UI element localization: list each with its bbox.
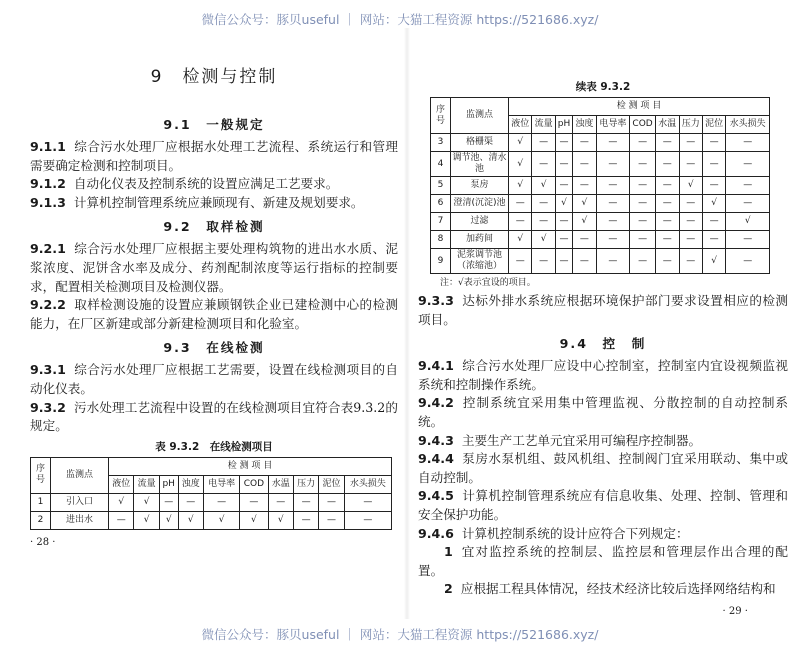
cell-value: — bbox=[573, 134, 596, 152]
cell-value: — bbox=[178, 493, 203, 511]
table-row bbox=[431, 195, 770, 213]
cell-point: 引入口 bbox=[51, 493, 109, 511]
section-heading-9-1: 9.1 一般规定 bbox=[163, 117, 265, 132]
cell-value: — bbox=[656, 134, 679, 152]
cell-value: √ bbox=[240, 511, 268, 529]
clause-number: 9.2.2 bbox=[30, 297, 66, 313]
cell-value: — bbox=[656, 249, 679, 274]
header-row bbox=[431, 98, 770, 116]
clause-text: 控制系统宜采用集中管理监视、分散控制的自动控制系统。 bbox=[418, 395, 788, 429]
cell-value: — bbox=[532, 152, 555, 177]
clause-9-2-2 bbox=[30, 296, 398, 333]
cell-value: — bbox=[630, 213, 656, 231]
clause-9-1-3 bbox=[30, 194, 398, 213]
cell-value: — bbox=[509, 249, 532, 274]
cell-no: 8 bbox=[431, 231, 451, 249]
clause-number: 9.3.2 bbox=[30, 399, 66, 415]
list-item-1 bbox=[418, 543, 788, 580]
column-header: 浊度 bbox=[573, 116, 596, 134]
cell-value: — bbox=[532, 134, 555, 152]
continued-table-caption: 续表 9.3.2 bbox=[575, 81, 631, 93]
clause-9-2-1 bbox=[30, 240, 398, 296]
clause-number: 9.2.1 bbox=[30, 241, 66, 257]
table-row bbox=[431, 152, 770, 177]
header-point: 监测点 bbox=[51, 457, 109, 493]
clause-text: 达标外排水系统应根据环境保护部门要求设置相应的检测项目。 bbox=[418, 293, 788, 327]
clause-9-4-4 bbox=[418, 450, 788, 487]
clause-text: 取样检测设施的设置应兼顾钢铁企业已建检测中心的检测能力，在厂区新建或部分新建检测项目和化验室。 bbox=[30, 297, 398, 331]
cell-value: — bbox=[240, 493, 268, 511]
clause-text: 计算机控制管理系统应有信息收集、处理、控制、管理和安全保护功能。 bbox=[418, 488, 788, 522]
cell-value: — bbox=[596, 152, 629, 177]
clause-text: 自动化仪表及控制系统的设置应满足工艺要求。 bbox=[73, 176, 339, 192]
column-header: COD bbox=[630, 116, 656, 134]
cell-value: — bbox=[344, 511, 391, 529]
cell-value: — bbox=[596, 249, 629, 274]
clause-9-3-2 bbox=[30, 399, 398, 436]
column-header: 水头损失 bbox=[726, 116, 770, 134]
clause-text: 主要生产工艺单元宜采用可编程序控制器。 bbox=[461, 432, 702, 448]
clause-text: 综合污水处理厂应根据工艺需要，设置在线检测项目的自动化仪表。 bbox=[30, 362, 398, 396]
book-spread bbox=[0, 28, 800, 619]
header-no: 序号 bbox=[431, 98, 451, 134]
list-item-2 bbox=[418, 580, 788, 599]
cell-point: 格栅渠 bbox=[451, 134, 509, 152]
clause-text: 计算机控制管理系统应兼顾现有、新建及规划要求。 bbox=[73, 194, 364, 210]
cell-value: — bbox=[726, 177, 770, 195]
column-header: 流量 bbox=[134, 475, 159, 493]
table-note: 注：√表示宜设的项目。 bbox=[440, 278, 536, 288]
cell-value: — bbox=[630, 177, 656, 195]
item-number: 1 bbox=[444, 544, 453, 560]
clause-9-4-5 bbox=[418, 487, 788, 524]
column-header: 浊度 bbox=[178, 475, 203, 493]
clause-number: 9.4.2 bbox=[418, 395, 454, 411]
page-gutter bbox=[404, 28, 410, 619]
cell-value: — bbox=[630, 249, 656, 274]
cell-point: 泵房 bbox=[451, 177, 509, 195]
cell-value: √ bbox=[573, 213, 596, 231]
cell-value: — bbox=[679, 249, 702, 274]
cell-point: 过滤 bbox=[451, 213, 509, 231]
clause-number: 9.4.6 bbox=[418, 525, 454, 541]
cell-no: 9 bbox=[431, 249, 451, 274]
cell-value: — bbox=[702, 213, 725, 231]
table-caption: 表 9.3.2 在线检测项目 bbox=[155, 440, 273, 453]
cell-no: 5 bbox=[431, 177, 451, 195]
clause-9-3-1 bbox=[30, 361, 398, 398]
cell-value: √ bbox=[532, 177, 555, 195]
clause-9-4-6 bbox=[418, 525, 788, 544]
cell-point: 泥浆调节池（浓缩池） bbox=[451, 249, 509, 274]
cell-value: √ bbox=[178, 511, 203, 529]
cell-value: — bbox=[702, 152, 725, 177]
cell-value: — bbox=[573, 177, 596, 195]
cell-value: — bbox=[702, 177, 725, 195]
section-heading-9-2: 9.2 取样检测 bbox=[163, 219, 265, 235]
cell-value: √ bbox=[134, 493, 159, 511]
column-header: 水温 bbox=[268, 475, 293, 493]
cell-value: √ bbox=[203, 511, 239, 529]
cell-value: — bbox=[726, 134, 770, 152]
cell-value: √ bbox=[159, 511, 178, 529]
table-row bbox=[431, 134, 770, 152]
clause-text: 综合污水处理厂应设中心控制室，控制室内宜设视频监视系统和控制操作系统。 bbox=[418, 358, 788, 392]
cell-value: — bbox=[702, 134, 725, 152]
cell-value: √ bbox=[268, 511, 293, 529]
header-no: 序号 bbox=[31, 457, 51, 493]
item-number: 2 bbox=[444, 581, 453, 597]
header-items: 检 测 项 目 bbox=[509, 98, 770, 116]
cell-no: 6 bbox=[431, 195, 451, 213]
cell-value: √ bbox=[702, 195, 725, 213]
cell-value: — bbox=[555, 152, 572, 177]
cell-value: √ bbox=[573, 195, 596, 213]
clause-9-1-1 bbox=[30, 138, 398, 175]
clause-text: 综合污水处理厂应根据水处理工艺流程、系统运行和管理需要确定检测和控制项目。 bbox=[30, 139, 398, 173]
cell-value: — bbox=[596, 195, 629, 213]
clause-number: 9.3.3 bbox=[418, 293, 454, 308]
cell-value: — bbox=[596, 134, 629, 152]
cell-value: — bbox=[656, 231, 679, 249]
cell-value: √ bbox=[109, 493, 134, 511]
cell-point: 加药间 bbox=[451, 231, 509, 249]
watermark-top: 微信公众号：豚贝useful ｜ 网站：大猫工程资源 https://521686.xyz/ bbox=[201, 12, 599, 27]
cell-no: 2 bbox=[31, 511, 51, 529]
cell-point: 澄清(沉淀)池 bbox=[451, 195, 509, 213]
clause-9-3-3 bbox=[418, 292, 788, 329]
column-header: COD bbox=[240, 475, 268, 493]
cell-no: 1 bbox=[31, 493, 51, 511]
table-row bbox=[31, 493, 392, 511]
cell-value: — bbox=[319, 493, 344, 511]
column-header: 电导率 bbox=[596, 116, 629, 134]
cell-value: — bbox=[726, 249, 770, 274]
cell-value: — bbox=[573, 231, 596, 249]
cell-value: — bbox=[555, 249, 572, 274]
cell-value: — bbox=[573, 249, 596, 274]
column-header: 液位 bbox=[109, 475, 134, 493]
cell-value: — bbox=[679, 231, 702, 249]
column-header: 水头损失 bbox=[344, 475, 391, 493]
cell-value: √ bbox=[509, 231, 532, 249]
cell-value: — bbox=[726, 195, 770, 213]
cell-value: — bbox=[555, 231, 572, 249]
table-row bbox=[431, 249, 770, 274]
cell-value: √ bbox=[702, 249, 725, 274]
cell-value: √ bbox=[509, 152, 532, 177]
table-row bbox=[431, 231, 770, 249]
header-items: 检 测 项 目 bbox=[109, 457, 392, 475]
cell-value: √ bbox=[555, 195, 572, 213]
clause-number: 9.4.1 bbox=[418, 358, 454, 374]
table-row bbox=[431, 213, 770, 231]
cell-value: — bbox=[509, 195, 532, 213]
cell-no: 4 bbox=[431, 152, 451, 177]
page-number: · 29 · bbox=[722, 605, 748, 617]
cell-value: — bbox=[293, 511, 318, 529]
cell-no: 3 bbox=[431, 134, 451, 152]
cell-value: — bbox=[630, 231, 656, 249]
cell-value: √ bbox=[134, 511, 159, 529]
cell-value: √ bbox=[726, 213, 770, 231]
column-header: 水温 bbox=[656, 116, 679, 134]
clause-text: 污水处理工艺流程中设置的在线检测项目宜符合表9.3.2的规定。 bbox=[30, 399, 398, 434]
clause-number: 9.4.4 bbox=[418, 451, 454, 467]
column-header: 泥位 bbox=[702, 116, 725, 134]
cell-value: √ bbox=[509, 177, 532, 195]
clause-text: 综合污水处理厂应根据主要处理构筑物的进出水水质、泥浆浓度、泥饼含水率及成分、药剂配制浓度等运行指标的控制要求，配置相关检测项目及检测仪器。 bbox=[30, 241, 398, 294]
column-header: 压力 bbox=[293, 475, 318, 493]
cell-value: — bbox=[656, 152, 679, 177]
cell-value: — bbox=[159, 493, 178, 511]
column-header: pH bbox=[555, 116, 572, 134]
cell-value: — bbox=[203, 493, 239, 511]
page-number: · 28 · bbox=[30, 536, 56, 548]
cell-value: — bbox=[679, 134, 702, 152]
cell-value: — bbox=[726, 231, 770, 249]
column-header: 压力 bbox=[679, 116, 702, 134]
clause-number: 9.4.3 bbox=[418, 432, 454, 448]
clause-9-4-3 bbox=[418, 432, 788, 451]
cell-value: — bbox=[726, 152, 770, 177]
cell-value: — bbox=[555, 213, 572, 231]
cell-value: √ bbox=[509, 134, 532, 152]
item-text: 应根据工程具体情况，经技术经济比较后选择网络结构和 bbox=[460, 581, 776, 597]
clause-number: 9.1.1 bbox=[30, 139, 66, 154]
page-28 bbox=[30, 28, 398, 619]
clause-9-4-1 bbox=[418, 357, 788, 394]
cell-value: — bbox=[344, 493, 391, 511]
cell-value: — bbox=[630, 134, 656, 152]
cell-value: — bbox=[596, 177, 629, 195]
cell-value: — bbox=[573, 152, 596, 177]
monitoring-table-part1 bbox=[30, 457, 392, 530]
cell-value: — bbox=[656, 177, 679, 195]
clause-number: 9.1.3 bbox=[30, 194, 66, 210]
cell-point: 调节池、清水池 bbox=[451, 152, 509, 177]
cell-value: — bbox=[109, 511, 134, 529]
cell-point: 进出水 bbox=[51, 511, 109, 529]
section-heading-9-4: 9.4 控 制 bbox=[559, 336, 647, 352]
cell-value: — bbox=[679, 213, 702, 231]
page-29 bbox=[418, 28, 788, 619]
cell-value: — bbox=[532, 213, 555, 231]
column-header: 流量 bbox=[532, 116, 555, 134]
cell-value: — bbox=[630, 152, 656, 177]
cell-value: — bbox=[319, 511, 344, 529]
column-header: 泥位 bbox=[319, 475, 344, 493]
item-text: 宜对监控系统的控制层、监控层和管理层作出合理的配置。 bbox=[418, 544, 788, 578]
watermark-bottom: 微信公众号：豚贝useful ｜ 网站：大猫工程资源 https://521686.xyz/ bbox=[201, 626, 599, 642]
cell-value: — bbox=[596, 213, 629, 231]
column-header: 电导率 bbox=[203, 475, 239, 493]
cell-value: — bbox=[555, 177, 572, 195]
cell-value: — bbox=[596, 231, 629, 249]
column-header: 液位 bbox=[509, 116, 532, 134]
table-row bbox=[31, 511, 392, 529]
cell-value: — bbox=[532, 249, 555, 274]
cell-value: — bbox=[630, 195, 656, 213]
cell-value: — bbox=[293, 493, 318, 511]
clause-9-4-2 bbox=[418, 394, 788, 431]
column-header: pH bbox=[159, 475, 178, 493]
cell-value: — bbox=[555, 134, 572, 152]
cell-value: √ bbox=[679, 177, 702, 195]
header-row bbox=[31, 457, 392, 475]
clause-9-1-2 bbox=[30, 175, 398, 194]
cell-value: — bbox=[679, 152, 702, 177]
clause-number: 9.3.1 bbox=[30, 362, 66, 378]
cell-value: — bbox=[702, 231, 725, 249]
header-point: 监测点 bbox=[451, 98, 509, 134]
chapter-title: 9 检测与控制 bbox=[150, 67, 278, 87]
clause-number: 9.4.5 bbox=[418, 488, 454, 504]
cell-no: 7 bbox=[431, 213, 451, 231]
clause-text: 泵房水泵机组、鼓风机组、控制阀门宜采用联动、集中或自动控制。 bbox=[418, 451, 788, 485]
cell-value: — bbox=[268, 493, 293, 511]
clause-text: 计算机控制系统的设计应符合下列规定： bbox=[461, 525, 689, 541]
cell-value: — bbox=[509, 213, 532, 231]
cell-value: — bbox=[656, 195, 679, 213]
cell-value: — bbox=[532, 195, 555, 213]
monitoring-table-part2 bbox=[430, 97, 770, 274]
cell-value: — bbox=[656, 213, 679, 231]
cell-value: √ bbox=[532, 231, 555, 249]
clause-number: 9.1.2 bbox=[30, 176, 66, 192]
cell-value: — bbox=[679, 195, 702, 213]
table-row bbox=[431, 177, 770, 195]
section-heading-9-3: 9.3 在线检测 bbox=[163, 340, 265, 356]
